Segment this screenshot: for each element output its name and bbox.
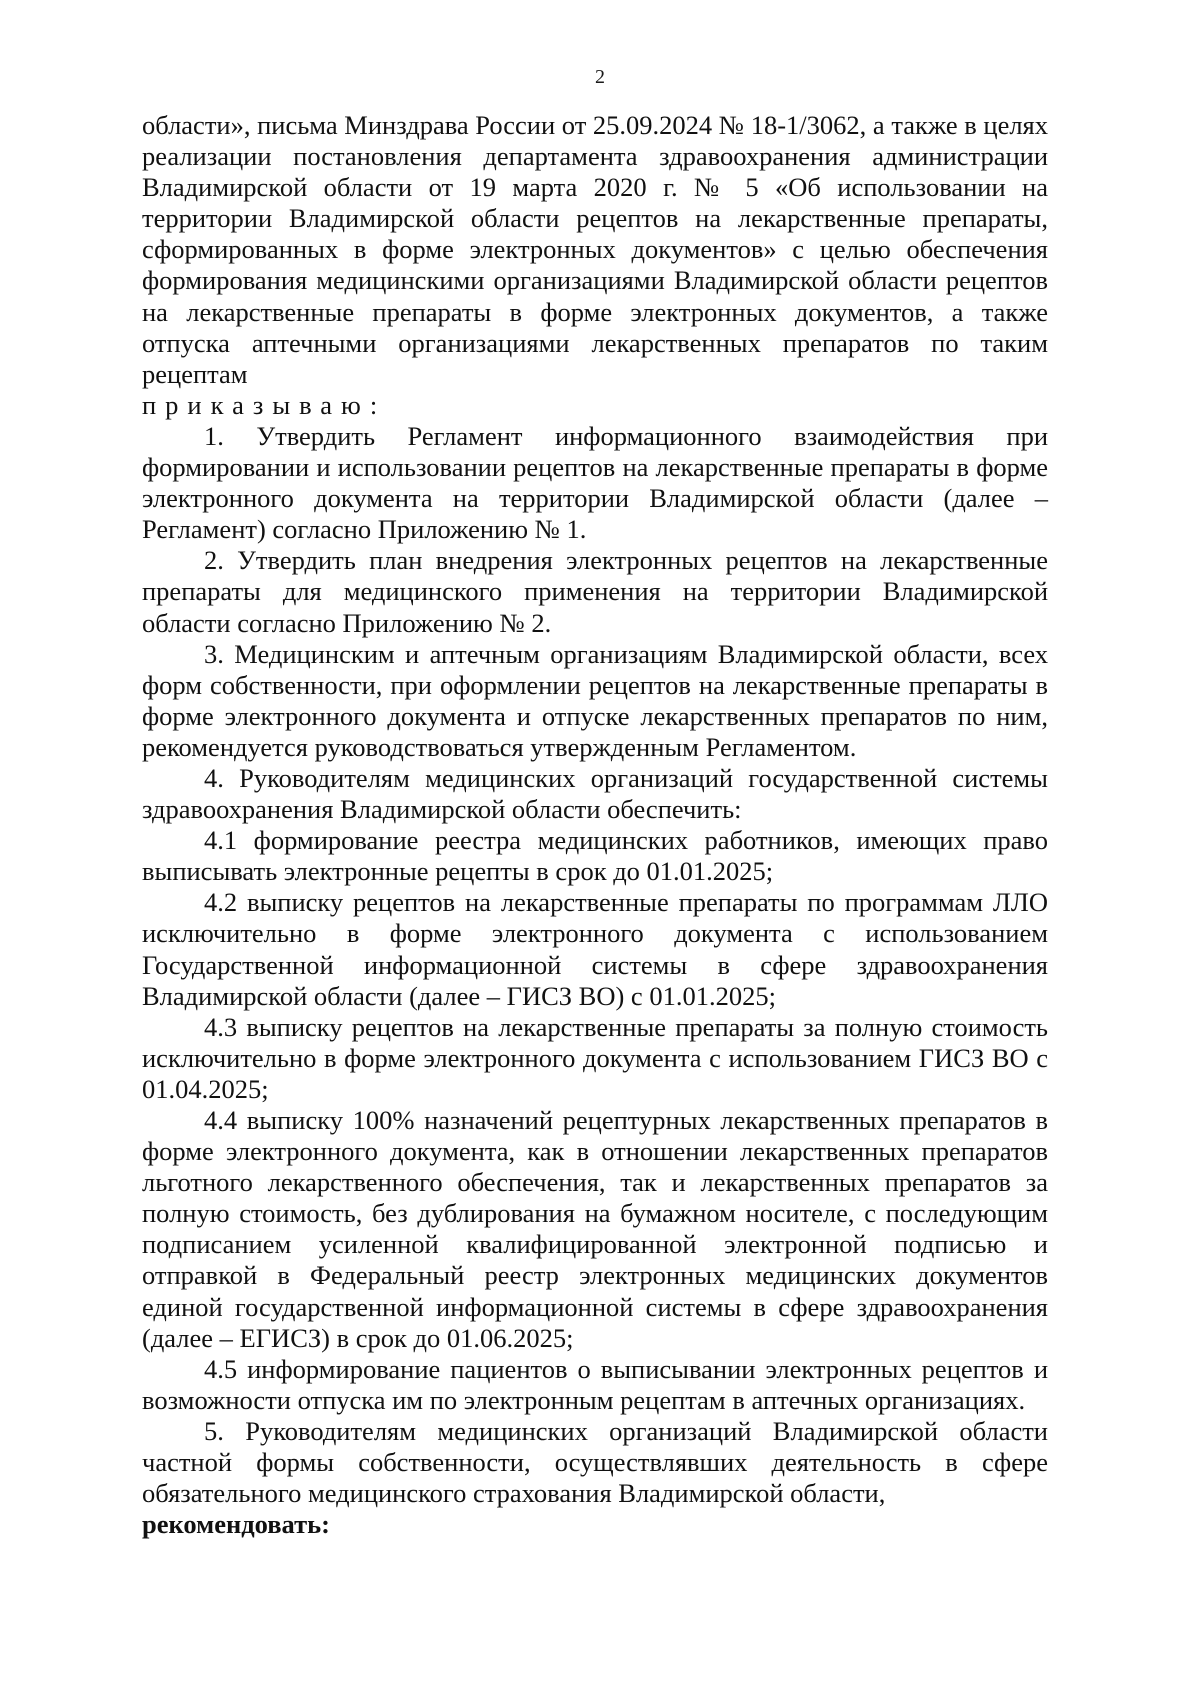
opening-paragraph: области», письма Минздрава России от 25.09.2024 № 18-1/3062, а также в целях реализации постановления департамента здравоохранения администрации Владимирской области от 19 марта 2020 г. № 5 «Об использовании на территории Владимирской области рецептов на лекарственные препараты, сформированных в форме электронных документов» с целью обеспечения формирования медицинскими организациями Владимирской области рецептов на лекарственные препараты в форме электронных документов, а также отпуска аптечными организациями лекарственных препаратов по таким рецептам [142,110,1048,389]
subitem-4-4: 4.4 выписку 100% назначений рецептурных лекарственных препаратов в форме электронного документа, как в отношении лекарственных препаратов льготного лекарственного обеспечения, так и лекарственных препаратов за полную стоимость, без дублирования на бумажном носителе, с последующим подписанием усиленной квалифицированной электронной подписью и отправкой в Федеральный реестр электронных медицинских документов единой государственной информационной системы в сфере здравоохранения (далее – ЕГИСЗ) в срок до 01.06.2025; [142,1105,1048,1353]
recommend-word: рекомендовать: [142,1509,330,1540]
item-2: 2. Утвердить план внедрения электронных рецептов на лекарственные препараты для медицинского применения на территории Владимирской области согласно Приложению № 2. [142,545,1048,638]
subitem-4-1: 4.1 формирование реестра медицинских работников, имеющих право выписывать электронные рецепты в срок до 01.01.2025; [142,825,1048,887]
subitem-4-2: 4.2 выписку рецептов на лекарственные препараты по программам ЛЛО исключительно в форме электронного документа с использованием Государственной информационной системы в сфере здравоохранения Владимирской области (далее – ГИСЗ ВО) с 01.01.2025; [142,887,1048,1011]
page-number: 2 [595,66,605,88]
item-3: 3. Медицинским и аптечным организациям Владимирской области, всех форм собственности, при оформлении рецептов на лекарственные препараты в форме электронного документа и отпуске лекарственных препаратов по ним, рекомендуется руководствоваться утвержденным Регламентом. [142,638,1048,762]
item-4: 4. Руководителям медицинских организаций государственной системы здравоохранения Владимирской области обеспечить: [142,762,1048,825]
order-word: приказываю: [142,389,387,420]
subitem-4-5: 4.5 информирование пациентов о выписывании электронных рецептов и возможности отпуска им по электронным рецептам в аптечных организациях. [142,1353,1048,1415]
document-body [142,110,1048,1540]
item-1: 1. Утвердить Регламент информационного взаимодействия при формировании и использовании рецептов на лекарственные препараты в форме электронного документа на территории Владимирской области (далее – Регламент) согласно Приложению № 1. [142,420,1048,545]
item-5: 5. Руководителям медицинских организаций Владимирской области частной формы собственности, осуществлявших деятельность в сфере обязательного медицинского страхования Владимирской области, [142,1415,1048,1509]
subitem-4-3: 4.3 выписку рецептов на лекарственные препараты за полную стоимость исключительно в форме электронного документа с использованием ГИСЗ ВО с 01.04.2025; [142,1011,1048,1104]
